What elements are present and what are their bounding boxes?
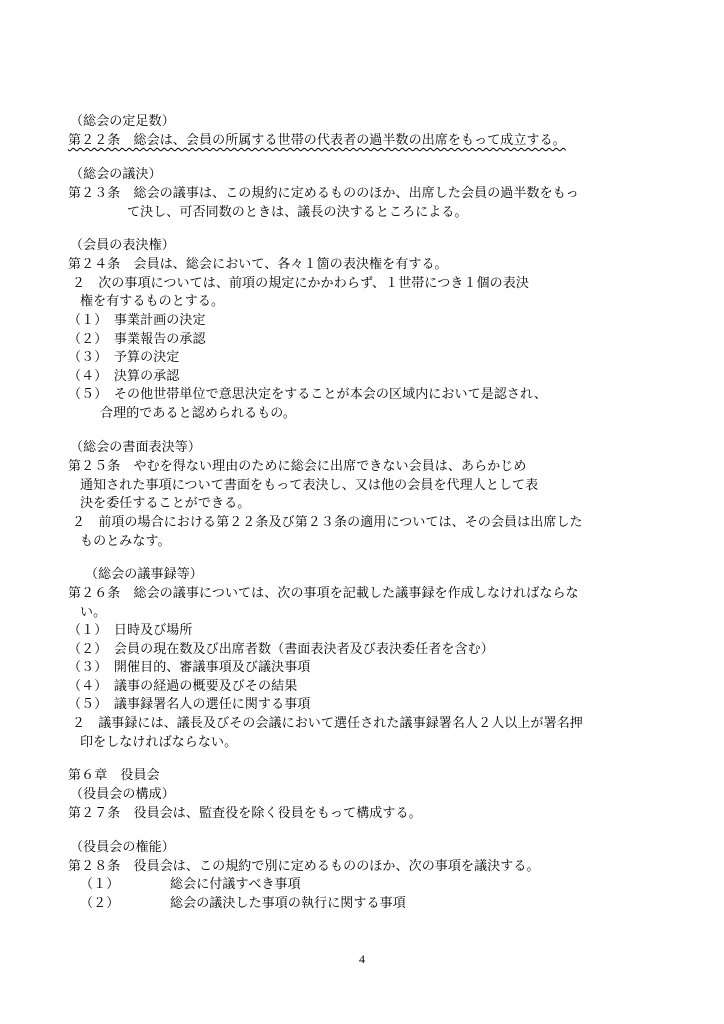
text-line: （総会の議決） <box>70 167 162 182</box>
text-line: て決し、可否同数のときは、議長の決するところによる。 <box>127 205 468 220</box>
text-line: 通知された事項について書面をもって表決し、又は他の会員を代理人として表 <box>80 478 539 493</box>
text-line: 第２３条 総会の議事は、この規約に定めるもののほか、出席した会員の過半数をもっ <box>68 186 579 201</box>
text-line: （２） <box>80 896 120 911</box>
text-line: 第２８条 役員会は、この規約で別に定めるもののほか、次の事項を議決する。 <box>68 859 540 874</box>
text-line: （４） 決算の承認 <box>68 369 180 384</box>
text-line: ２ 次の事項については、前項の規定にかかわらず、１世帯につき１個の表決 <box>72 276 529 291</box>
text-line: 権を有するものとする。 <box>80 294 225 309</box>
text-line: 第２７条 役員会は、監査役を除く役員をもって構成する。 <box>68 806 422 821</box>
text-line: （３） 予算の決定 <box>68 350 180 365</box>
text-line: い。 <box>80 605 107 620</box>
text-line: 印をしなければならない。 <box>80 735 238 750</box>
text-line: （４） 議事の経過の概要及びその結果 <box>68 679 298 694</box>
text-line: 総会の議決した事項の執行に関する事項 <box>170 896 406 911</box>
text-line: （１） <box>80 877 120 892</box>
text-line: （役員会の構成） <box>70 787 175 802</box>
text-line: 第２４条 会員は、総会において、各々１箇の表決権を有する。 <box>68 257 448 272</box>
text-line: （３） 開催目的、審議事項及び議決事項 <box>68 660 311 675</box>
text-line: 第２２条 総会は、会員の所属する世帯の代表者の過半数の出席をもって成立する。 <box>68 133 566 148</box>
text-line: ２ 前項の場合における第２２条及び第２３条の適用については、その会員は出席した <box>72 515 583 530</box>
page-number: 4 <box>359 952 365 966</box>
text-line: ２ 議事録には、議長及びその会議において選任された議事録署名人２人以上が署名押 <box>72 716 583 731</box>
text-line: 第２５条 やむを得ない理由のために総会に出席できない会員は、あらかじめ <box>68 459 527 474</box>
text-line: 決を委任することができる。 <box>80 496 251 511</box>
text-line: （５） その他世帯単位で意思決定をすることが本会の区域内において是認され、 <box>68 387 547 402</box>
text-line: 合理的であると認められるもの。 <box>100 406 296 421</box>
text-line: （役員会の権能） <box>70 840 175 855</box>
text-line: （２） 会員の現在数及び出席者数（書面表決者及び表決委任者を含む） <box>68 642 494 657</box>
text-line: （総会の定足数） <box>70 114 175 129</box>
text-line: （１） 日時及び場所 <box>68 623 193 638</box>
text-line: （５） 議事録署名人の選任に関する事項 <box>68 697 311 712</box>
text-line: （１） 事業計画の決定 <box>68 313 206 328</box>
text-line: 第２６条 総会の議事については、次の事項を記載した議事録を作成しなければならな <box>68 586 579 601</box>
text-line: （会員の表決権） <box>70 238 175 253</box>
text-line: ものとみなす。 <box>80 534 171 549</box>
text-line: （総会の議事録等） <box>85 567 203 582</box>
text-line: 第６章 役員会 <box>68 768 160 783</box>
text-line: （総会の書面表決等） <box>70 440 202 455</box>
text-line: 総会に付議すべき事項 <box>170 877 301 892</box>
text-line: （２） 事業報告の承認 <box>68 332 206 347</box>
